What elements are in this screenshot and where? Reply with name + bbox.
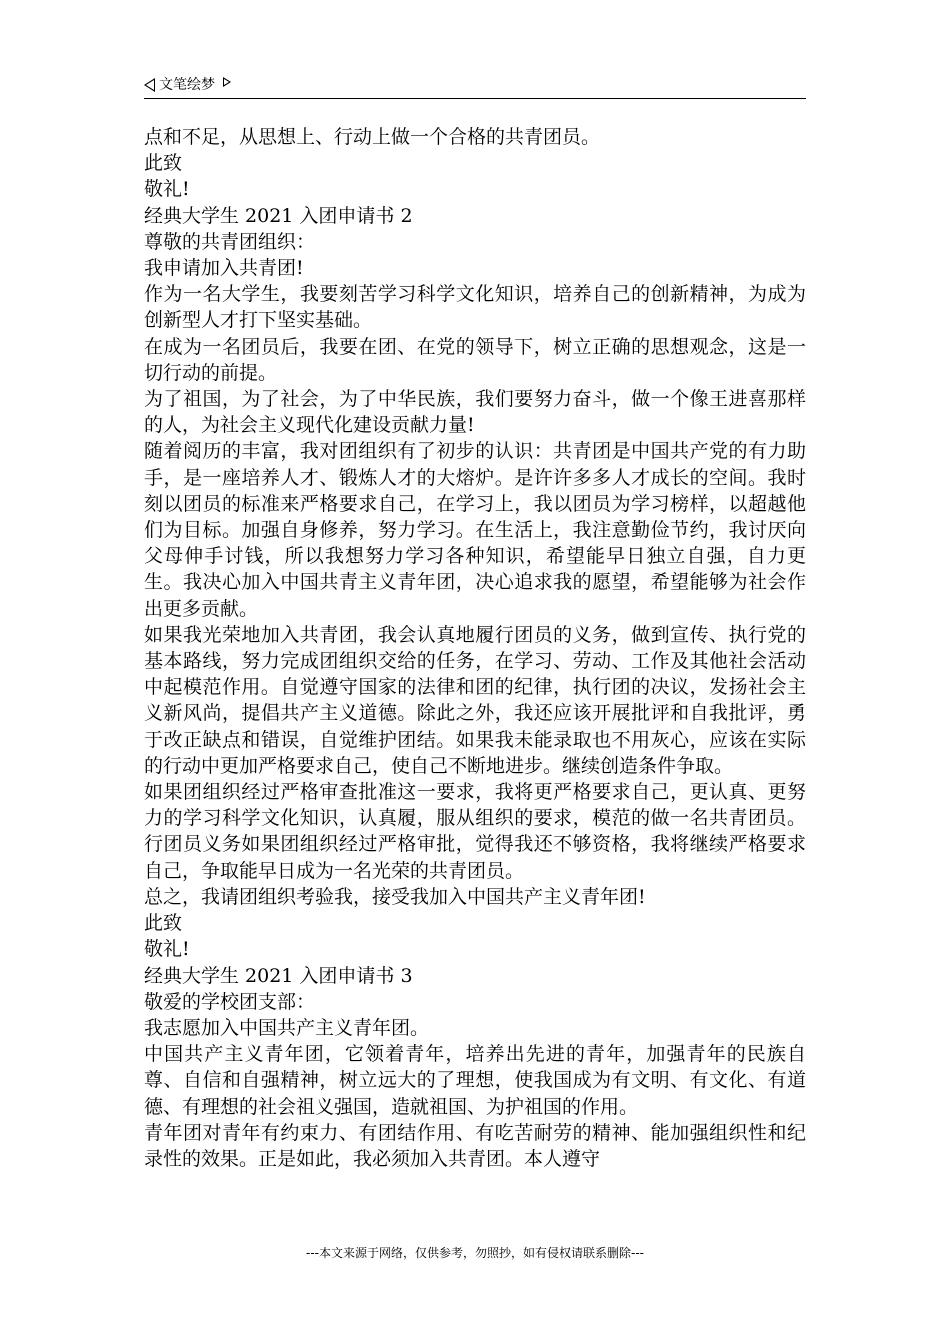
salutation: 尊敬的共青团组织： xyxy=(144,230,316,253)
paragraph: 随着阅历的丰富，我对团组织有了初步的认识：共青团是中国共产党的有力助手，是一座培养人才、锻炼人才的大熔炉。是许许多多人才成长的空间。我时刻以团员的标准来严格要求自己，在学习上，我以团员为学习榜样，以超越他们为目标。加强自身修养，努力学习。在生活上，我注意勤俭节约，我讨厌向父母伸手讨钱，所以我想努力学习各种知识，希望能早日独立自强，自力更生。我决心加入中国共青主义青年团，决心追求我的愿望，希望能够为社会作出更多贡献。 xyxy=(144,440,806,620)
right-triangle-icon xyxy=(223,77,231,87)
paragraph: 在成为一名团员后，我要在团、在党的领导下，树立正确的思想观念，这是一切行动的前提。 xyxy=(144,335,806,384)
document-body xyxy=(144,124,806,1172)
brand xyxy=(144,76,231,94)
paragraph: 作为一名大学生，我要刻苦学习科学文化知识，培养自己的创新精神，为成为创新型人才打下坚实基础。 xyxy=(144,283,806,332)
paragraph: 此致 xyxy=(144,152,183,175)
paragraph: 青年团对青年有约束力、有团结作用、有吃苦耐劳的精神、能加强组织性和纪录性的效果。正是如此，我必须加入共青团。本人遵守 xyxy=(144,1121,806,1170)
section-title: 经典大学生 2021 入团申请书 2 xyxy=(144,204,413,227)
salutation: 敬爱的学校团支部： xyxy=(144,990,316,1013)
paragraph: 为了祖国，为了社会，为了中华民族，我们要努力奋斗，做一个像王进喜那样的人，为社会主义现代化建设贡献力量! xyxy=(144,388,806,437)
paragraph: 点和不足，从思想上、行动上做一个合格的共青团员。 xyxy=(144,126,601,148)
left-triangle-icon xyxy=(144,78,155,92)
paragraph: 我申请加入共青团! xyxy=(144,257,304,280)
paragraph: 如果我光荣地加入共青团，我会认真地履行团员的义务，做到宣传、执行党的基本路线，努力完成团组织交给的任务，在学习、劳动、工作及其他社会活动中起模范作用。自觉遵守国家的法律和团的纪律，执行团的决议，发扬社会主义新风尚，提倡共产主义道德。除此之外，我还应该开展批评和自我批评，勇于改正缺点和错误，自觉维护团结。如果我未能录取也不用灰心，应该在实际的行动中更加严格要求自己，使自己不断地进步。继续创造条件争取。 xyxy=(144,623,806,777)
brand-name: 文笔绘梦 xyxy=(159,77,215,93)
paragraph: 如果团组织经过严格审查批准这一要求，我将更严格要求自己，更认真、更努力的学习科学文化知识，认真履，服从组织的要求，模范的做一名共青团员。行团员义务如果团组织经过严格审批，觉得我还不够资格，我将继续严格要求自己，争取能早日成为一名光荣的共青团员。 xyxy=(144,781,806,882)
paragraph: 敬礼! xyxy=(144,938,190,961)
paragraph: 总之，我请团组织考验我，接受我加入中国共产主义青年团! xyxy=(144,885,646,908)
paragraph: 敬礼! xyxy=(144,178,190,201)
paragraph: 此致 xyxy=(144,912,183,935)
page-footer: ---本文来源于网络，仅供参考，勿照抄，如有侵权请联系删除--- xyxy=(306,1246,644,1260)
section-title: 经典大学生 2021 入团申请书 3 xyxy=(144,964,413,987)
paragraph: 我志愿加入中国共产主义青年团。 xyxy=(144,1016,430,1039)
paragraph: 中国共产主义青年团，它领着青年，培养出先进的青年，加强青年的民族自尊、自信和自强精神，树立远大的了理想，使我国成为有文明、有文化、有道德、有理想的社会祖义强国，造就祖国、为护祖国的作用。 xyxy=(144,1043,806,1118)
page-header xyxy=(144,72,806,99)
